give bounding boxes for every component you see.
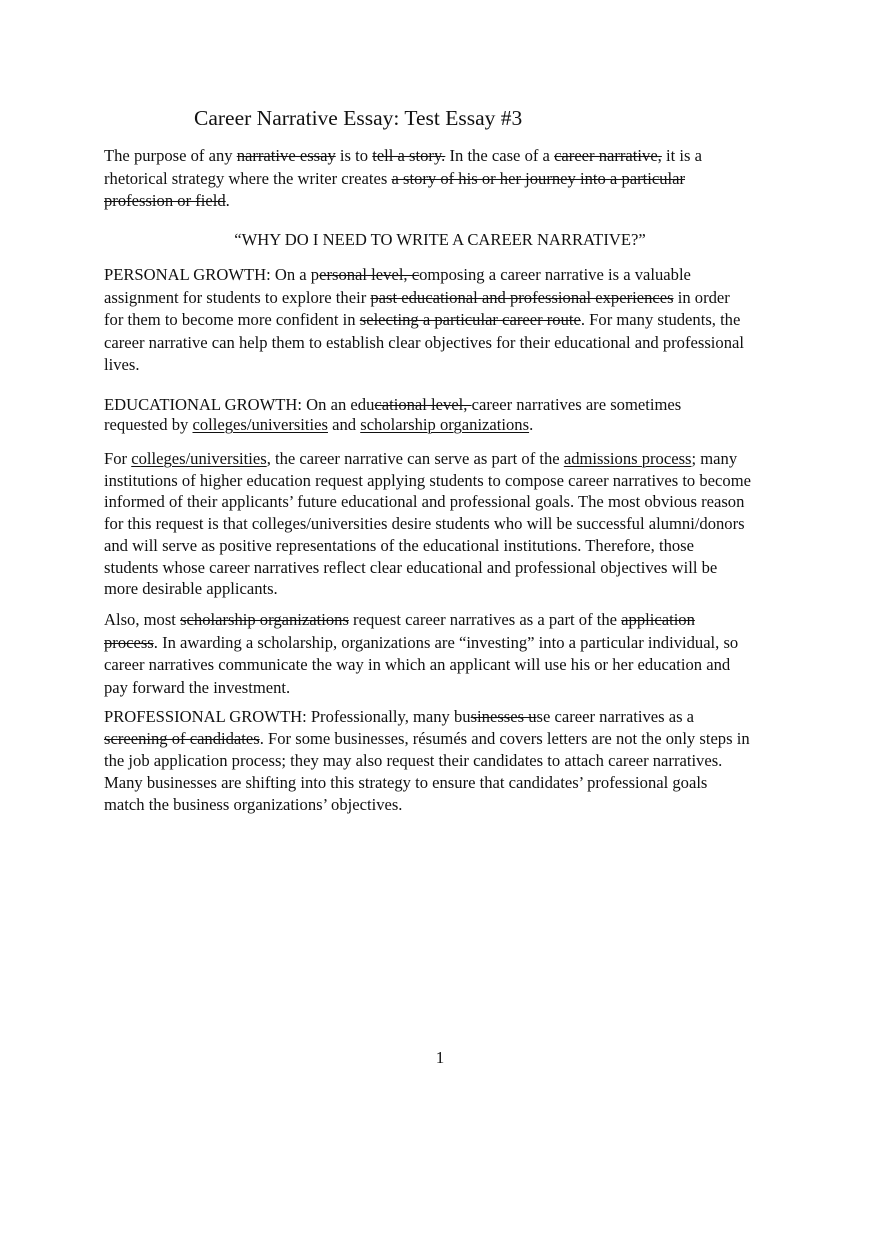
text-line: Many businesses are shifting into this strategy to ensure that candidates’ professional goals <box>104 773 708 793</box>
paragraph-purpose <box>104 145 784 213</box>
page-number: 1 <box>435 1048 445 1067</box>
text-line: process. In awarding a scholarship, organizations are “investing” into a particular individual, so <box>104 632 739 652</box>
text-line: for them to become more confident in selecting a particular career route. For many students, the <box>104 310 741 330</box>
highlighted-phrase: ersonal level, c <box>319 265 420 284</box>
text-line: career narrative can help them to establish clear objectives for their educational and professional <box>104 332 744 352</box>
text-line: career narratives communicate the way in which an applicant will use his or her education and <box>104 655 731 674</box>
text-line: PERSONAL GROWTH: On a personal level, composing a career narrative is a valuable <box>104 265 691 284</box>
paragraph-personal-growth <box>104 264 784 377</box>
highlighted-phrase: application <box>621 610 695 629</box>
underlined-phrase: colleges/universities <box>192 415 328 434</box>
text-line: The purpose of any narrative essay is to tell a story. In the case of a career narrative, it is a <box>104 146 702 165</box>
text-line: Also, most scholarship organizations request career narratives as a part of the application <box>104 610 695 629</box>
text-line: rhetorical strategy where the writer creates a story of his or her journey into a particular <box>104 168 686 188</box>
highlighted-phrase: past educational and professional experiences <box>370 287 674 307</box>
highlighted-phrase: tell a story. <box>372 146 446 165</box>
highlighted-phrase: scholarship organizations <box>180 610 349 629</box>
paragraph-educational-growth <box>104 395 784 435</box>
text-line: EDUCATIONAL GROWTH: On an educational level, career narratives are sometimes <box>104 395 682 414</box>
text-line: PROFESSIONAL GROWTH: Professionally, many businesses use career narratives as a <box>104 707 695 726</box>
text-line: students whose career narratives reflect clear educational and professional objectives will be <box>104 557 718 577</box>
highlighted-phrase: selecting a particular career route <box>359 310 581 330</box>
highlighted-phrase: screening of candidates <box>104 729 260 749</box>
text-line: the job application process; they may also request their candidates to attach career narratives. <box>104 751 723 771</box>
text-line: institutions of higher education request applying students to compose career narratives to become <box>104 470 751 490</box>
highlighted-phrase: narrative essay <box>236 146 336 165</box>
paragraph-scholarships <box>104 609 784 699</box>
text-line: For colleges/universities, the career narrative can serve as part of the admissions process; many <box>104 449 738 468</box>
underlined-phrase: scholarship organizations <box>360 415 530 434</box>
highlighted-phrase: sinesses u <box>470 707 537 726</box>
text-line: more desirable applicants. <box>104 579 278 599</box>
text-line: assignment for students to explore their past educational and professional experiences in order <box>104 287 730 307</box>
underlined-phrase: admissions process <box>563 449 692 468</box>
highlighted-phrase: career narrative, <box>554 146 662 165</box>
paragraph-colleges <box>104 448 784 600</box>
section-heading: “WHY DO I NEED TO WRITE A CAREER NARRATIVE?” <box>234 230 646 249</box>
underlined-phrase: colleges/universities <box>131 449 267 468</box>
highlighted-phrase: cational level, <box>374 395 472 414</box>
text-line: requested by colleges/universities and scholarship organizations. <box>104 415 534 434</box>
essay-title: Career Narrative Essay: Test Essay #3 <box>194 106 523 130</box>
text-line: lives. <box>104 355 140 375</box>
highlighted-phrase: process <box>104 632 154 652</box>
highlighted-phrase: profession or field <box>104 191 226 210</box>
text-line: and will serve as positive representations of the educational institutions. Therefore, those <box>104 535 694 555</box>
text-line: match the business organizations’ objectives. <box>104 795 403 815</box>
highlighted-phrase: a story of his or her journey into a particular <box>391 168 686 188</box>
paragraph-professional-growth <box>104 706 784 816</box>
text-line: pay forward the investment. <box>104 677 291 697</box>
text-line: screening of candidates. For some businesses, résumés and covers letters are not the only steps in <box>104 729 750 749</box>
text-line: for this request is that colleges/universities desire students who will be successful alumni/donors <box>104 514 745 534</box>
text-line: informed of their applicants’ future educational and professional goals. The most obvious reason <box>104 492 745 512</box>
text-line: profession or field. <box>104 191 230 210</box>
